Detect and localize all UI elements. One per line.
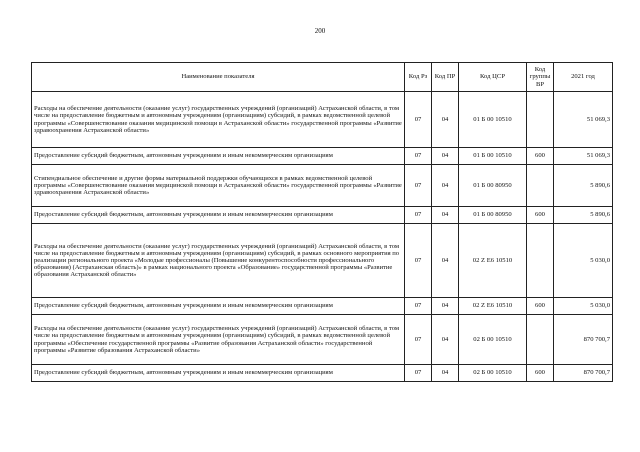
budget-table — [31, 62, 613, 382]
table-row — [32, 207, 613, 224]
row-name: Расходы на обеспечение деятельности (оказание услуг) государственных учреждений (организаций) Астраханской области, в том числе на предоставление бюджетным и автономным учреждениям (организациям) субсидий, в рамках ведомственной целевой программы «Обеспечение государственной программы «Развитие образования Астраханской области» государственной программы «Развитие образования Астраханской области» — [32, 315, 405, 365]
table-row — [32, 148, 613, 165]
row-csr: 02 Z Е6 10510 — [459, 298, 527, 315]
row-rz: 07 — [405, 165, 432, 207]
table-row — [32, 315, 613, 365]
row-pr: 04 — [432, 224, 459, 298]
row-pr: 04 — [432, 298, 459, 315]
row-pr: 04 — [432, 315, 459, 365]
row-csr: 01 Б 00 10510 — [459, 92, 527, 148]
row-csr: 02 Б 00 10510 — [459, 315, 527, 365]
row-csr: 02 Б 00 10510 — [459, 365, 527, 382]
table-row — [32, 224, 613, 298]
row-vr — [527, 92, 554, 148]
row-rz: 07 — [405, 92, 432, 148]
row-vr: 600 — [527, 365, 554, 382]
row-vr — [527, 315, 554, 365]
row-pr: 04 — [432, 207, 459, 224]
row-rz: 07 — [405, 315, 432, 365]
row-amount: 5 030,0 — [554, 224, 613, 298]
header-name: Наименование показателя — [32, 63, 405, 92]
row-rz: 07 — [405, 148, 432, 165]
row-vr — [527, 224, 554, 298]
row-amount: 5 890,6 — [554, 207, 613, 224]
row-amount: 870 700,7 — [554, 365, 613, 382]
row-vr — [527, 165, 554, 207]
row-name: Расходы на обеспечение деятельности (оказание услуг) государственных учреждений (организаций) Астраханской области, в том числе на предоставление бюджетным и автономным учреждениям (организациям) субсидий, в рамках ведомственной целевой программы «Совершенствование оказания медицинской помощи в Астраханской области» государственной программы «Развитие здравоохранения Астраханской области» — [32, 92, 405, 148]
row-amount: 870 700,7 — [554, 315, 613, 365]
header-vr: Код группы ВР — [527, 63, 554, 92]
row-pr: 04 — [432, 92, 459, 148]
header-csr: Код ЦСР — [459, 63, 527, 92]
header-pr: Код ПР — [432, 63, 459, 92]
table-header-row — [32, 63, 613, 92]
row-csr: 01 Б 00 80950 — [459, 165, 527, 207]
row-rz: 07 — [405, 207, 432, 224]
row-rz: 07 — [405, 298, 432, 315]
table-row — [32, 365, 613, 382]
row-pr: 04 — [432, 365, 459, 382]
row-name: Предоставление субсидий бюджетным, автономным учреждениям и иным некоммерческим организациям — [32, 148, 405, 165]
table-row — [32, 92, 613, 148]
row-name: Стипендиальное обеспечение и другие формы материальной поддержки обучающихся в рамках ведомственной целевой программы «Совершенствование оказания медицинской помощи в Астраханской области» государственной программы «Развитие здравоохранения Астраханской области» — [32, 165, 405, 207]
row-vr: 600 — [527, 148, 554, 165]
row-pr: 04 — [432, 165, 459, 207]
row-name: Предоставление субсидий бюджетным, автономным учреждениям и иным некоммерческим организациям — [32, 207, 405, 224]
row-amount: 5 890,6 — [554, 165, 613, 207]
row-name: Предоставление субсидий бюджетным, автономным учреждениям и иным некоммерческим организациям — [32, 365, 405, 382]
row-csr: 02 Z Е6 10510 — [459, 224, 527, 298]
row-csr: 01 Б 00 80950 — [459, 207, 527, 224]
row-amount: 51 069,3 — [554, 92, 613, 148]
row-rz: 07 — [405, 224, 432, 298]
row-pr: 04 — [432, 148, 459, 165]
row-csr: 01 Б 00 10510 — [459, 148, 527, 165]
row-vr: 600 — [527, 298, 554, 315]
table-row — [32, 165, 613, 207]
row-name: Предоставление субсидий бюджетным, автономным учреждениям и иным некоммерческим организациям — [32, 298, 405, 315]
row-vr: 600 — [527, 207, 554, 224]
table-row — [32, 298, 613, 315]
page-number: 200 — [314, 27, 326, 35]
row-amount: 5 030,0 — [554, 298, 613, 315]
header-year: 2021 год — [554, 63, 613, 92]
row-name: Расходы на обеспечение деятельности (оказание услуг) государственных учреждений (организаций) Астраханской области, в том числе на предоставление бюджетным и автономным учреждениям (организациям) субсидий, в рамках основного мероприятия по реализации регионального проекта «Молодые профессионалы (Повышение конкурентоспособности профессионального образования) (Астраханская область)» в рамках национального проекта «Образование» государственной программы «Развитие образования Астраханской области» — [32, 224, 405, 298]
header-rz: Код Рз — [405, 63, 432, 92]
row-amount: 51 069,3 — [554, 148, 613, 165]
row-rz: 07 — [405, 365, 432, 382]
